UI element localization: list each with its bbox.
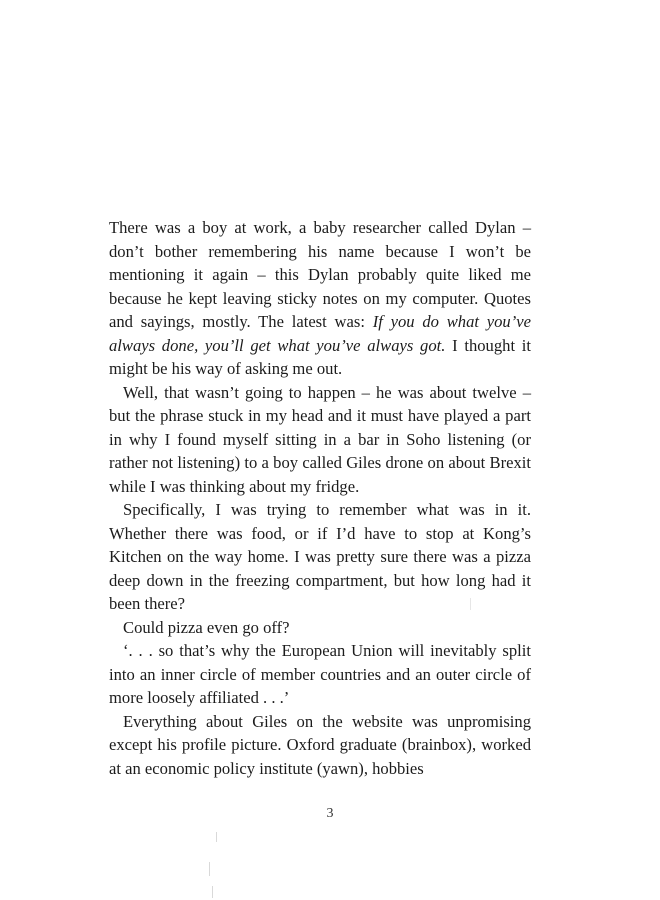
scan-mark [470, 598, 471, 610]
scan-mark [209, 862, 210, 876]
paragraph-4: Could pizza even go off? [123, 617, 290, 637]
paragraph-1-part-3: I thought it might be his way of asking me out. [109, 335, 531, 378]
quote-italic: If you do what you’ve always done, you’ll get what you’ve always got. [109, 312, 531, 355]
paragraph-5: ‘. . . so that’s why the European Union will inevitably split into an inner circle of member countries and an outer circle of more loosely affiliated . . .’ [109, 641, 531, 707]
scan-mark [212, 886, 213, 898]
scan-mark [216, 832, 217, 842]
paragraph-2: Well, that wasn’t going to happen – he was about twelve – but the phrase stuck in my head and it must have played a part in why I found myself sitting in a bar in Soho listening (or rather not listening) to a boy called Giles drone on about Brexit while I was thinking about my fridge. [109, 382, 531, 496]
page-number: 3 [326, 806, 334, 821]
paragraph-1 [109, 216, 531, 381]
paragraph-6: Everything about Giles on the website was unpromising except his profile picture. Oxford graduate (brainbox), worked at an economic policy institute (yawn), hobbies [109, 711, 531, 778]
paragraph-3: Specifically, I was trying to remember what was in it. Whether there was food, or if I’d have to stop at Kong’s Kitchen on the way home. I was pretty sure there was a pizza deep down in the freezing compartment, but how long had it been there? [109, 500, 531, 613]
paragraph-1-part-1: There was a boy at work, a baby researcher called Dylan – don’t bother remembering his name because I won’t be mentioning it again – this Dylan probably quite liked me because he kept leaving sticky notes on my computer. Quotes and sayings, mostly. The latest was: [109, 218, 531, 331]
body-text [109, 216, 531, 780]
